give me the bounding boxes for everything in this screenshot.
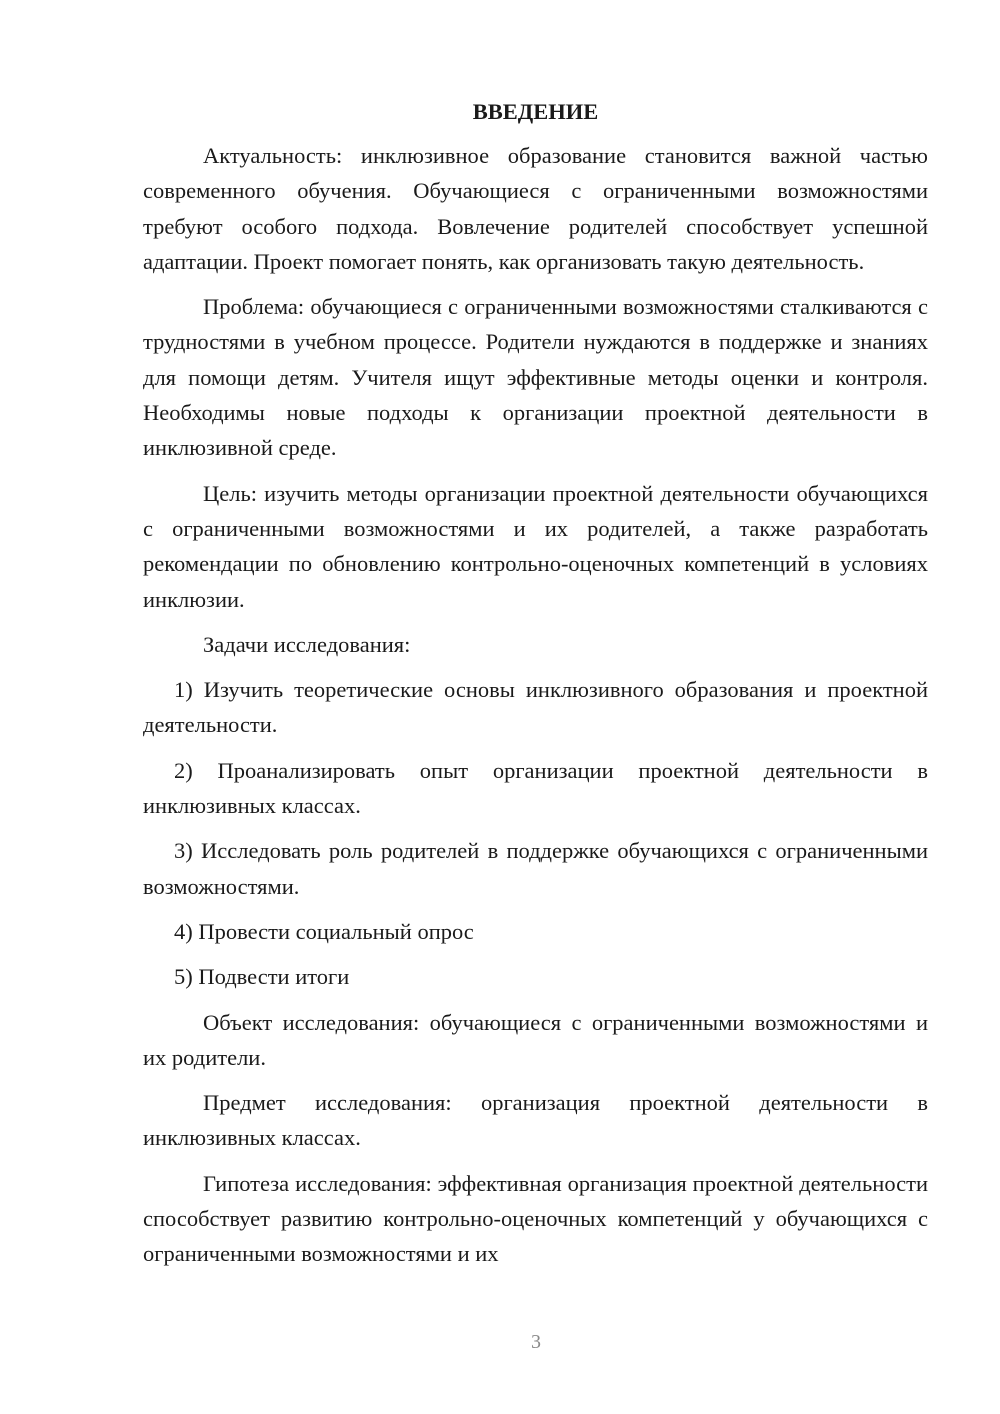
tasks-heading: Задачи исследования: bbox=[203, 631, 411, 657]
subject-paragraph: Предмет исследования: организация проектной деятельности в инклюзивных классах. bbox=[143, 1090, 928, 1151]
task-item-3: 3) Исследовать роль родителей в поддержке обучающихся с ограниченными возможностями. bbox=[143, 838, 928, 899]
page-title: ВВЕДЕНИЕ bbox=[472, 99, 599, 124]
goal-paragraph: Цель: изучить методы организации проектной деятельности обучающихся с ограниченными возможностями и их родителей, а также разработать рекомендации по обновлению контрольно-оценочных компетенций в условиях инклюзии. bbox=[143, 480, 928, 612]
object-paragraph: Объект исследования: обучающиеся с ограниченными возможностями и их родители. bbox=[143, 1009, 928, 1070]
task-item-5: 5) Подвести итоги bbox=[174, 964, 350, 990]
page-content bbox=[143, 95, 928, 1282]
page-number: 3 bbox=[531, 1331, 541, 1353]
relevance-paragraph: Актуальность: инклюзивное образование становится важной частью современного обучения. Обучающиеся с ограниченными возможностями требуют особого подхода. Вовлечение родителей способствует успешной адаптации. Проект помогает понять, как организовать такую деятельность. bbox=[143, 143, 928, 274]
task-item-2: 2) Проанализировать опыт организации проектной деятельности в инклюзивных классах. bbox=[143, 757, 928, 819]
problem-paragraph: Проблема: обучающиеся с ограниченными возможностями сталкиваются с трудностями в учебном процессе. Родители нуждаются в поддержке и знаниях для помощи детям. Учителя ищут эффективные методы оценки и контроля. Необходимы новые подходы к организации проектной деятельности в инклюзивной среде. bbox=[143, 294, 928, 461]
hypothesis-paragraph: Гипотеза исследования: эффективная организация проектной деятельности способствует развитию контрольно-оценочных компетенций у обучающихся с ограниченными возможностями и их bbox=[143, 1170, 928, 1267]
task-item-4: 4) Провести социальный опрос bbox=[174, 918, 474, 944]
task-item-1: 1) Изучить теоретические основы инклюзивного образования и проектной деятельности. bbox=[143, 677, 928, 738]
